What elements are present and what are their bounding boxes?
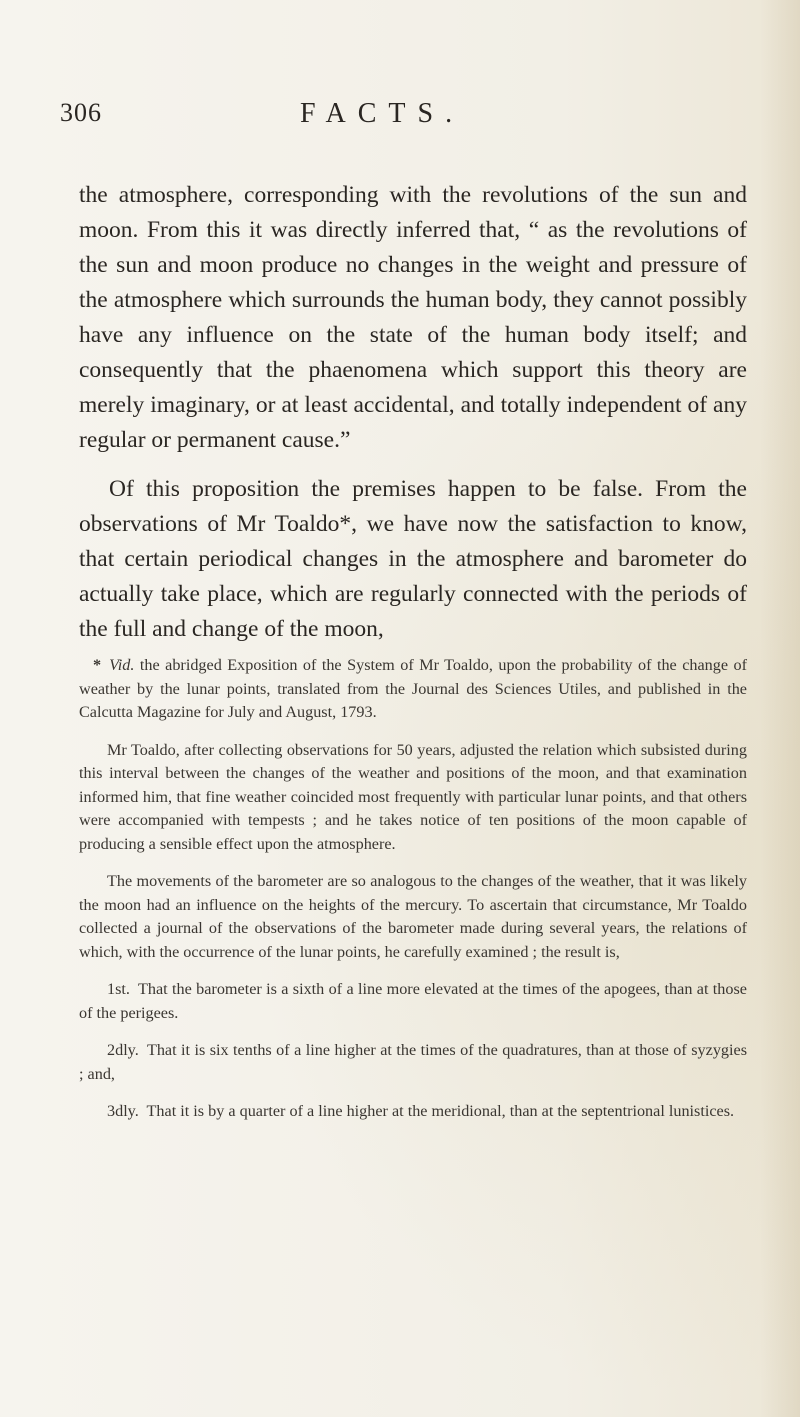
running-head: FACTS.	[300, 98, 465, 129]
footnote-result-2	[79, 1039, 747, 1086]
body-paragraph-1: the atmosphere, corresponding with the revolutions of the sun and moon. From this it was directly inferred that, “ as the revolutions of the sun and moon produce no changes in the weight and pressure of the atmosphere which surrounds the human body, they cannot possibly have any influence on the state of the human body itself; and consequently that the phaenomena which support this theory are merely imaginary, or at least accidental, and totally independent of any regular or permanent cause.”	[79, 182, 747, 453]
page-edge-shadow	[760, 0, 800, 1417]
page-header	[60, 98, 750, 138]
footnote-vid: Vid.	[109, 656, 135, 674]
result-3-text: That it is by a quarter of a line higher at the meridional, than at the septentrional lunistices.	[146, 1102, 735, 1120]
footnote-2: Mr Toaldo, after collecting observations for 50 years, adjusted the relation which subsisted during this interval between the changes of the weather and positions of the moon, and that examination informed him, that fine weather coincided most frequently with particular lunar points, and that others were accompanied with tempests ; and he takes notice of ten positions of the moon capable of producing a sensible effect upon the atmosphere.	[79, 740, 747, 853]
footnotes	[79, 654, 747, 1138]
result-1-label: 1st.	[107, 980, 130, 998]
main-text	[79, 178, 747, 647]
footnote-1-text: the abridged Exposition of the System of Mr Toaldo, upon the probability of the change of weather by the lunar points, translated from the Journal des Sciences Utiles, and published in the Calcutta Magazine for July and August, 1793.	[79, 656, 748, 721]
footnote-result-3	[79, 1100, 747, 1124]
footnote-result-1	[79, 978, 747, 1025]
footnote-1	[79, 654, 747, 725]
footnote-3: The movements of the barometer are so analogous to the changes of the weather, that it was likely the moon had an influence on the heights of the mercury. To ascertain that circumstance, Mr Toaldo collected a journal of the observations of the barometer made during several years, the relations of which, with the occurrence of the lunar points, he carefully examined ; the result is,	[79, 872, 747, 961]
result-2-label: 2dly.	[107, 1041, 139, 1059]
footnote-marker: *	[93, 656, 102, 674]
page-number: 306	[60, 98, 102, 127]
result-1-text: That the barometer is a sixth of a line more elevated at the times of the apogees, than at those of the perigees.	[79, 980, 747, 1022]
result-2-text: That it is six tenths of a line higher at the times of the quadratures, than at those of syzygies ; and,	[79, 1041, 747, 1083]
result-3-label: 3dly.	[107, 1102, 139, 1120]
body-paragraph-2: Of this proposition the premises happen to be false. From the observations of Mr Toaldo*, we have now the satisfaction to know, that certain periodical changes in the atmosphere and barometer do actually take place, which are regularly connected with the periods of the full and change of the moon,	[79, 476, 747, 642]
